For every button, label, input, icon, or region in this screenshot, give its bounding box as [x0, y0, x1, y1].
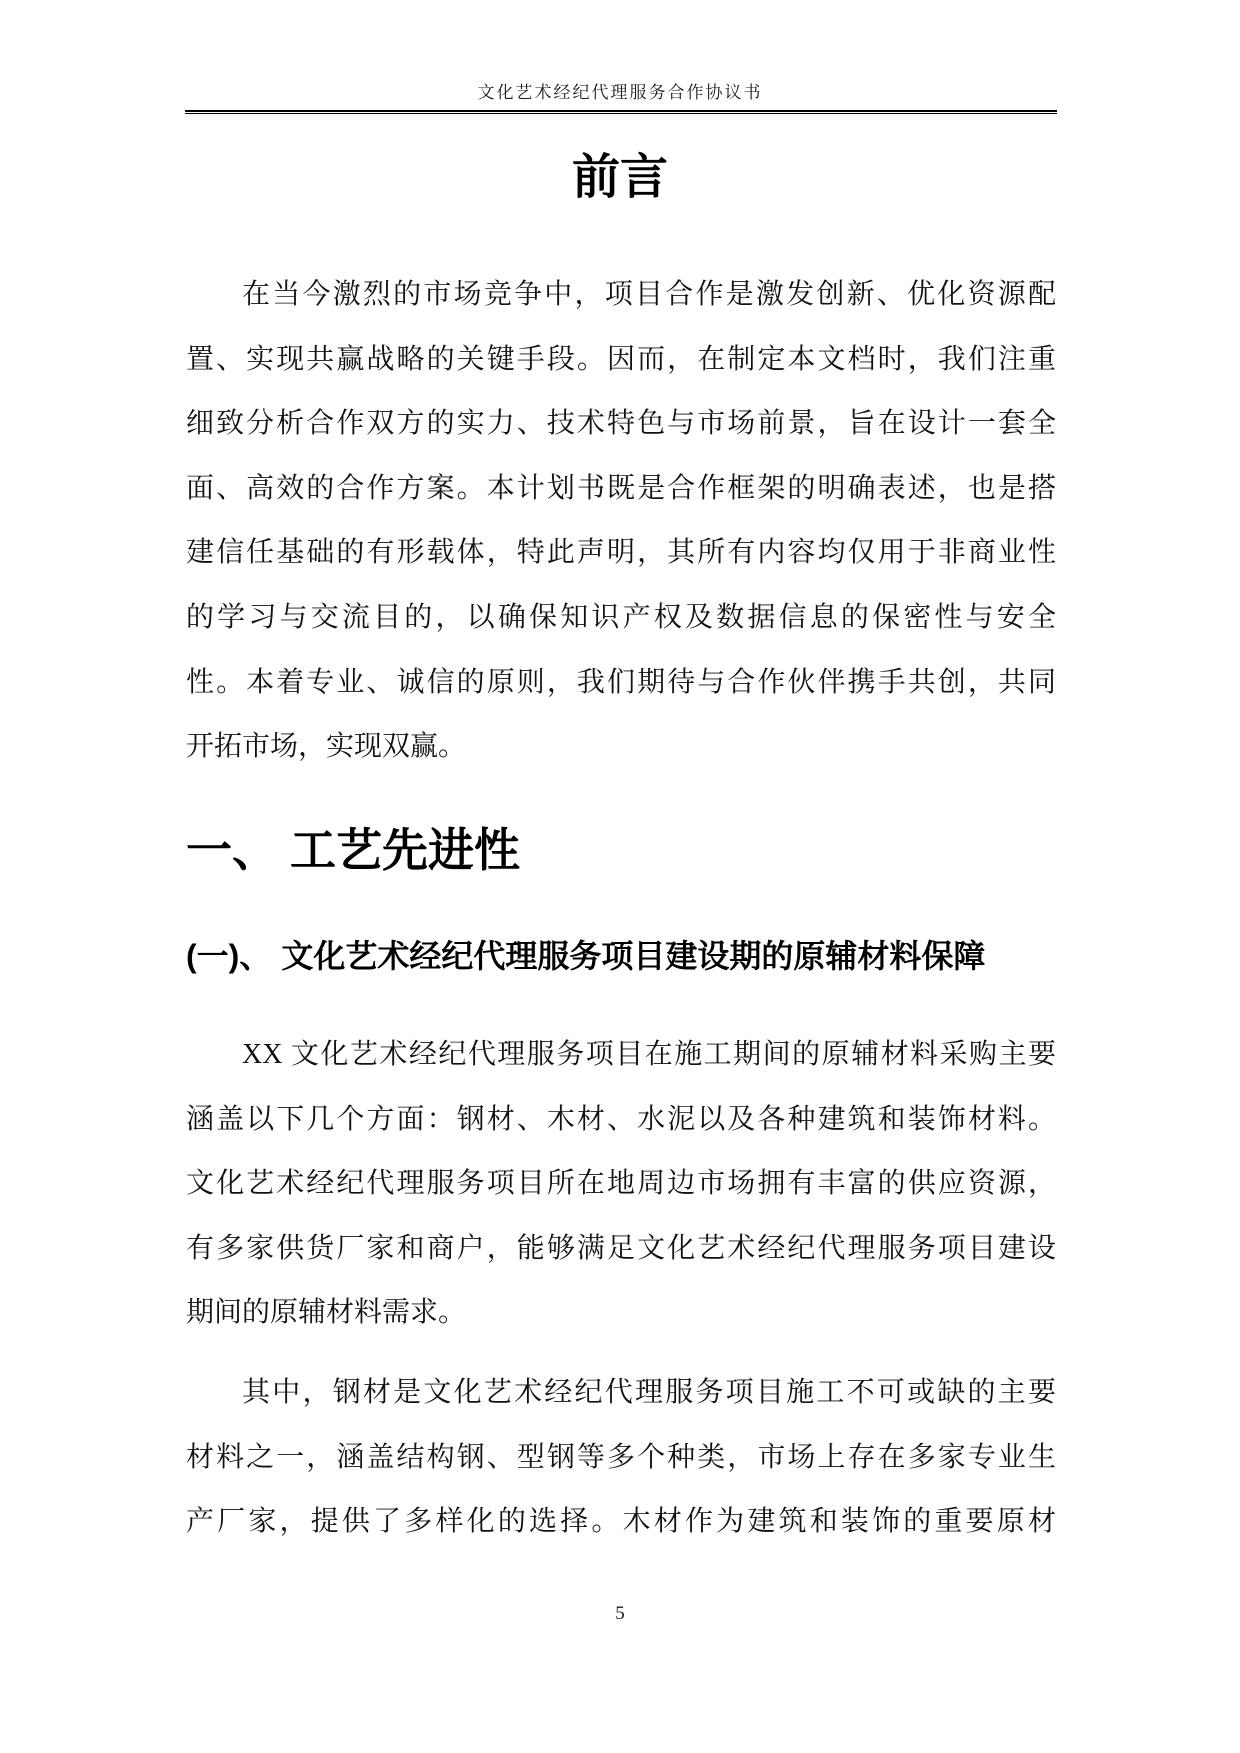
document-title: 前言	[571, 151, 668, 204]
text-line: 其中，钢材是文化艺术经纪代理服务项目施工不可或缺的主要	[242, 1377, 1056, 1408]
subsection-heading	[186, 934, 985, 978]
header-rule	[185, 110, 1057, 114]
text-line: 置、实现共赢战略的关键手段。因而，在制定本文档时，我们注重	[186, 343, 1056, 375]
section-heading-number: 一、	[186, 824, 278, 876]
text-line: 有多家供货厂家和商户，能够满足文化艺术经纪代理服务项目建设	[186, 1232, 1056, 1264]
text-line: 涵盖以下几个方面：钢材、木材、水泥以及各种建筑和装饰材料。	[186, 1103, 1056, 1135]
text-line: 材料之一，涵盖结构钢、型钢等多个种类，市场上存在多家专业生	[186, 1441, 1056, 1473]
text-line: 开拓市场，实现双赢。	[186, 731, 467, 763]
text-line: 期间的原辅材料需求。	[186, 1297, 467, 1329]
body-paragraph-1	[186, 1023, 1056, 1346]
page-number: 5	[615, 1603, 625, 1624]
text-line: 产厂家，提供了多样化的选择。木材作为建筑和装饰的重要原材	[186, 1506, 1056, 1538]
text-line: 建信任基础的有形载体，特此声明，其所有内容均仅用于非商业性	[186, 537, 1056, 569]
section-heading	[186, 824, 520, 876]
body-paragraph-2	[186, 1361, 1056, 1555]
text-line: 性。本着专业、诚信的原则，我们期待与合作伙伴携手共创，共同	[186, 666, 1056, 698]
text-line: 文化艺术经纪代理服务项目所在地周边市场拥有丰富的供应资源，	[186, 1168, 1056, 1200]
text-line: XX 文化艺术经纪代理服务项目在施工期间的原辅材料采购主要	[242, 1039, 1056, 1070]
subsection-heading-number: (一)、	[186, 938, 272, 974]
section-heading-text: 工艺先进性	[290, 824, 520, 876]
intro-paragraph	[186, 263, 1056, 780]
header-title: 文化艺术经纪代理服务合作协议书	[477, 83, 763, 102]
text-line: 的学习与交流目的，以确保知识产权及数据信息的保密性与安全	[186, 601, 1056, 633]
text-line: 面、高效的合作方案。本计划书既是合作框架的明确表述，也是搭	[186, 472, 1056, 504]
subsection-heading-text: 文化艺术经纪代理服务项目建设期的原辅材料保障	[281, 938, 986, 974]
text-line: 在当今激烈的市场竞争中，项目合作是激发创新、优化资源配	[242, 279, 1056, 310]
text-line: 细致分析合作双方的实力、技术特色与市场前景，旨在设计一套全	[186, 408, 1056, 440]
